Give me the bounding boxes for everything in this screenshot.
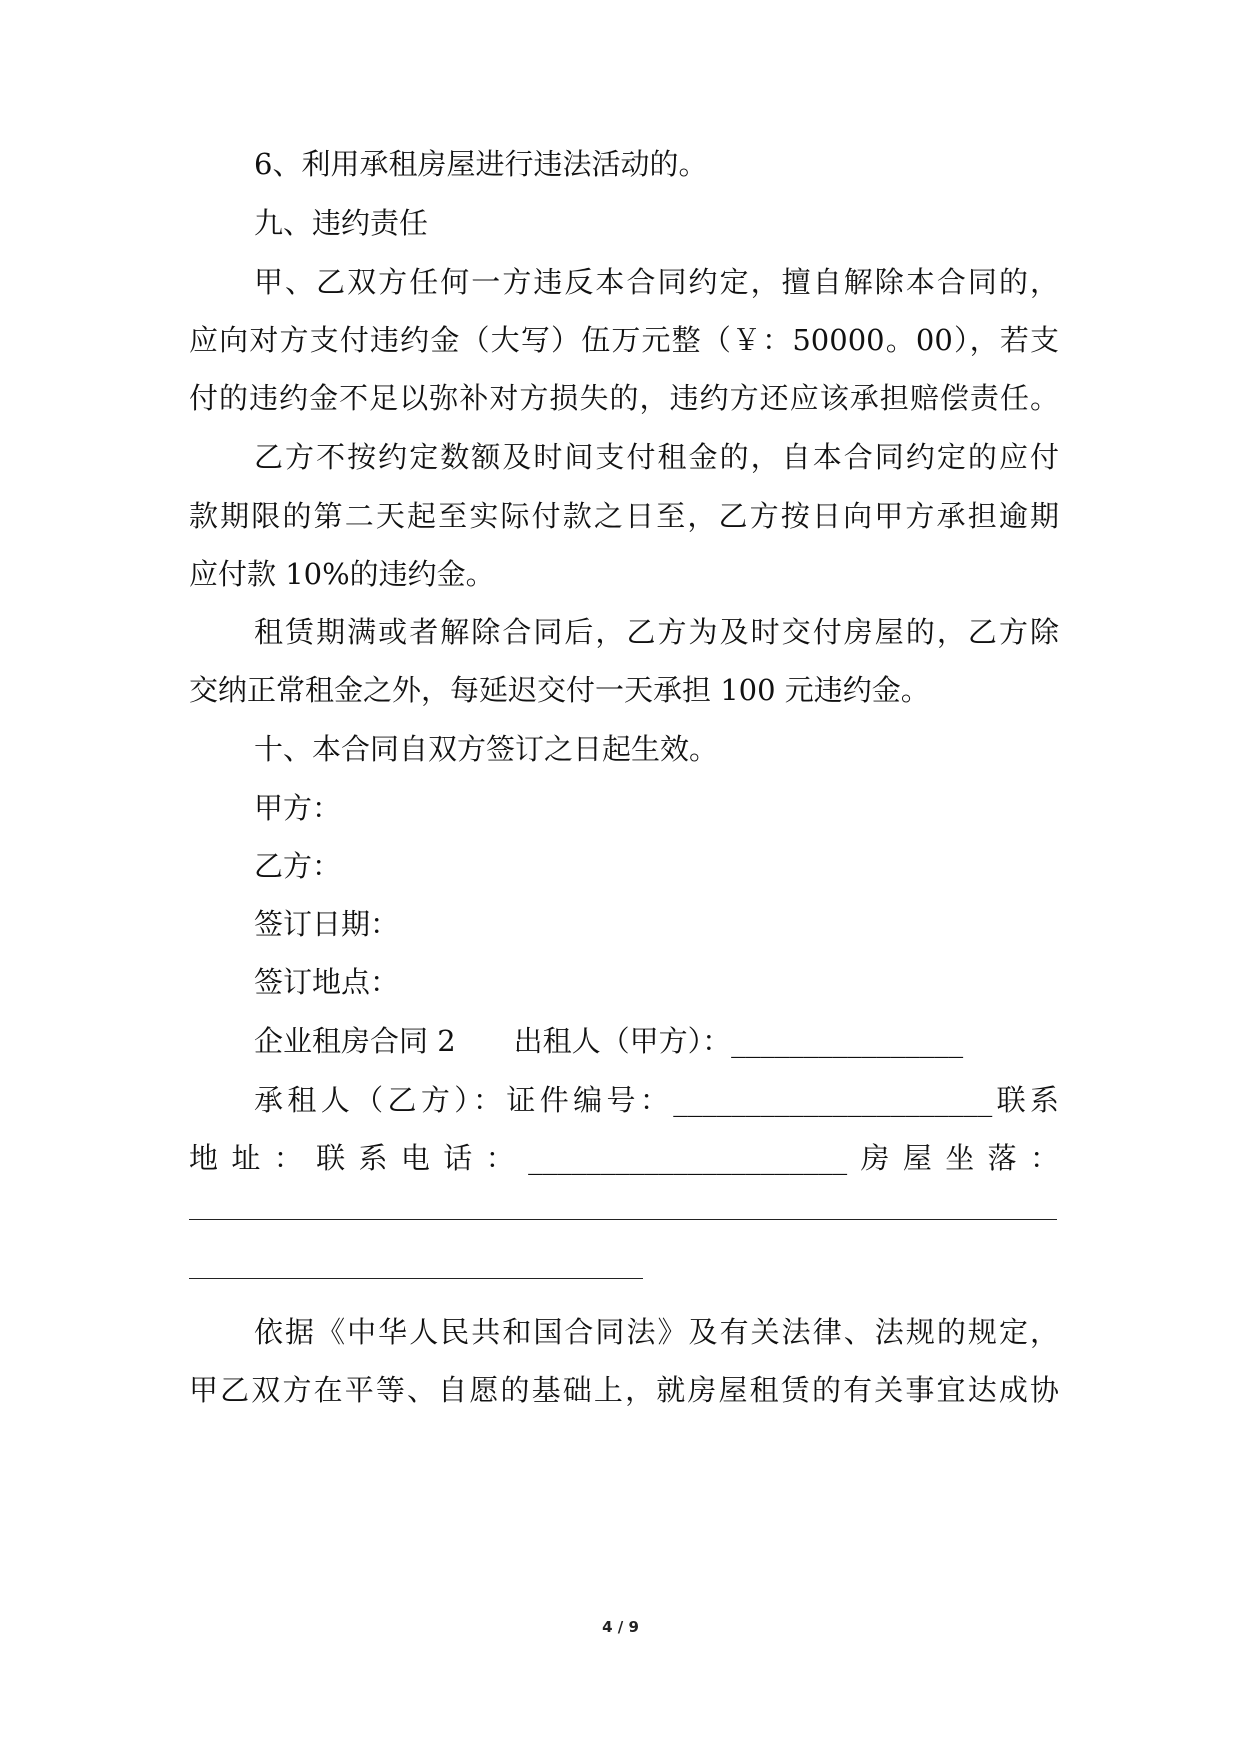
signing-date-label: 签订日期： — [254, 907, 400, 941]
form-field-line: 地址：联系电话：______________________房屋坐落： — [189, 1141, 1059, 1175]
blank-fill-rule — [189, 1219, 1057, 1220]
paragraph-line: 交纳正常租金之外，每延迟交付一天承担 100 元违约金。 — [189, 673, 930, 707]
paragraph-line: 应向对方支付违约金（大写）伍万元整（￥：50000。00），若支 — [189, 323, 1059, 357]
paragraph-line: 甲、乙双方任何一方违反本合同约定，擅自解除本合同的， — [254, 265, 1059, 299]
section-heading: 十、本合同自双方签订之日起生效。 — [254, 732, 719, 766]
paragraph-line: 依据《中华人民共和国合同法》及有关法律、法规的规定， — [254, 1315, 1059, 1349]
paragraph-line: 6、利用承租房屋进行违法活动的。 — [254, 147, 708, 181]
signature-party-a-label: 甲方： — [254, 791, 342, 825]
page-number: 4 / 9 — [602, 1618, 639, 1636]
blank-fill-rule — [189, 1278, 643, 1279]
paragraph-line: 款期限的第二天起至实际付款之日至，乙方按日向甲方承担逾期 — [189, 499, 1059, 533]
signing-place-label: 签订地点： — [254, 965, 400, 999]
paragraph-line: 应付款 10%的违约金。 — [189, 557, 495, 591]
signature-party-b-label: 乙方： — [254, 849, 342, 883]
contract-title-line: 企业租房合同 2 出租人（甲方）：________________ — [254, 1024, 964, 1058]
section-heading: 九、违约责任 — [254, 206, 429, 240]
form-field-line: 承租人（乙方）：证件编号：______________________联系 — [254, 1083, 1059, 1117]
paragraph-line: 乙方不按约定数额及时间支付租金的，自本合同约定的应付 — [254, 440, 1059, 474]
paragraph-line: 付的违约金不足以弥补对方损失的，违约方还应该承担赔偿责任。 — [189, 381, 1059, 415]
paragraph-line: 租赁期满或者解除合同后，乙方为及时交付房屋的，乙方除 — [254, 615, 1059, 649]
paragraph-line: 甲乙双方在平等、自愿的基础上，就房屋租赁的有关事宜达成协 — [189, 1373, 1059, 1407]
